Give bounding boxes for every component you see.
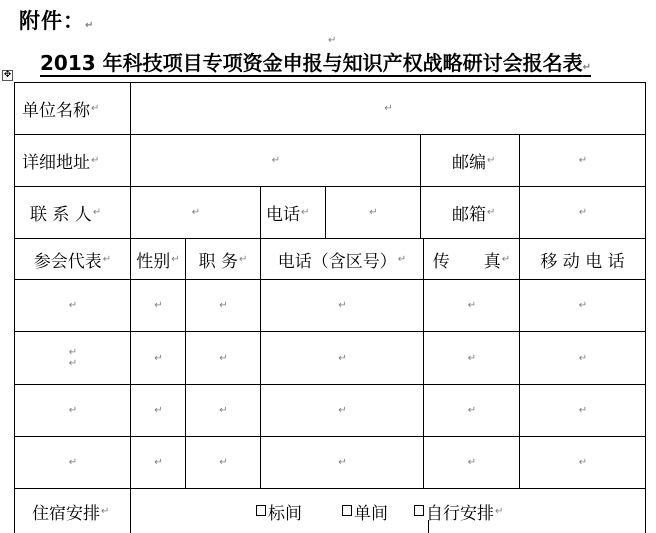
table-cell[interactable]: ↵ xyxy=(219,457,228,468)
unit-name-field[interactable]: ↵ xyxy=(384,103,393,114)
postcode-field[interactable]: ↵ xyxy=(578,155,588,166)
table-cell[interactable]: ↵ xyxy=(154,457,163,468)
table-cell[interactable]: ↵ xyxy=(338,352,347,364)
table-cell[interactable]: ↵ xyxy=(68,457,78,468)
lodging-option-standard[interactable]: 标间 xyxy=(256,499,302,524)
table-cell[interactable]: ↵ xyxy=(578,352,588,364)
email-field[interactable]: ↵ xyxy=(578,207,588,218)
contact-label: 联 系 人 ↵ xyxy=(30,205,102,225)
checkbox-icon[interactable] xyxy=(414,505,424,516)
attachment-label: 附件：↵ xyxy=(19,9,95,33)
table-cell[interactable]: ↵ xyxy=(219,352,228,364)
paragraph-mark-icon: ↵ xyxy=(85,20,95,31)
table-cell[interactable]: ↵ xyxy=(68,405,78,416)
table-cell[interactable]: ↵ xyxy=(467,300,477,311)
table-cell[interactable]: ↵ xyxy=(467,352,477,364)
contact-field[interactable]: ↵ xyxy=(191,207,201,218)
lodging-option-single[interactable]: 单间 xyxy=(342,499,388,524)
address-field[interactable]: ↵ xyxy=(271,155,281,166)
table-cell[interactable]: ↵ xyxy=(154,300,163,311)
table-cell[interactable]: ↵ xyxy=(154,352,163,364)
form-title: 2013 年科技项目专项资金申报与知识产权战略研讨会报名表↵ xyxy=(40,51,592,75)
column-header-fax: 传 真 ↵ xyxy=(432,251,511,272)
address-label: 详细地址 ↵ xyxy=(22,153,100,173)
table-rule xyxy=(420,134,421,238)
table-cell[interactable]: ↵ xyxy=(338,300,347,311)
table-cell[interactable]: ↵ xyxy=(219,300,228,311)
checkbox-icon[interactable] xyxy=(342,505,352,516)
table-cell[interactable]: ↵ xyxy=(467,405,477,416)
phone-field[interactable]: ↵ xyxy=(369,207,378,218)
lodging-option-self-arranged[interactable]: 自行安排 ↵ xyxy=(414,499,503,524)
lodging-options xyxy=(236,489,645,533)
paragraph-mark-icon: ↵ xyxy=(328,35,337,46)
checkbox-icon[interactable] xyxy=(256,505,266,516)
table-cell[interactable]: ↵ xyxy=(68,300,78,311)
postcode-label: 邮编 ↵ xyxy=(452,153,496,173)
unit-name-label: 单位名称 ↵ xyxy=(22,101,100,121)
lodging-label: 住宿安排 ↵ xyxy=(32,503,110,524)
table-border xyxy=(645,82,646,533)
column-header-gender: 性别 ↵ xyxy=(136,251,180,272)
table-cell[interactable]: ↵ xyxy=(578,405,588,416)
email-label: 邮箱 ↵ xyxy=(452,205,496,225)
table-cell[interactable]: ↵ xyxy=(578,300,588,311)
table-cell[interactable]: ↵ xyxy=(338,457,347,468)
table-cell[interactable]: ↵ xyxy=(338,405,347,416)
table-cell[interactable]: ↵ xyxy=(467,457,477,468)
column-header-representative: 参会代表 ↵ xyxy=(33,251,112,272)
phone-label: 电话 ↵ xyxy=(266,205,310,225)
table-cell[interactable]: ↵ ↵ xyxy=(68,347,78,369)
table-cell[interactable]: ↵ xyxy=(219,405,228,416)
paragraph-mark-icon: ↵ xyxy=(582,62,592,73)
column-header-position: 职 务 ↵ xyxy=(198,251,248,272)
table-move-handle-icon[interactable]: ✥ xyxy=(3,70,12,80)
table-cell[interactable]: ↵ xyxy=(578,457,588,468)
table-cell[interactable]: ↵ xyxy=(154,405,163,416)
column-header-mobile: 移 动 电 话 xyxy=(540,251,625,272)
column-header-phone: 电话（含区号） ↵ xyxy=(277,251,407,272)
